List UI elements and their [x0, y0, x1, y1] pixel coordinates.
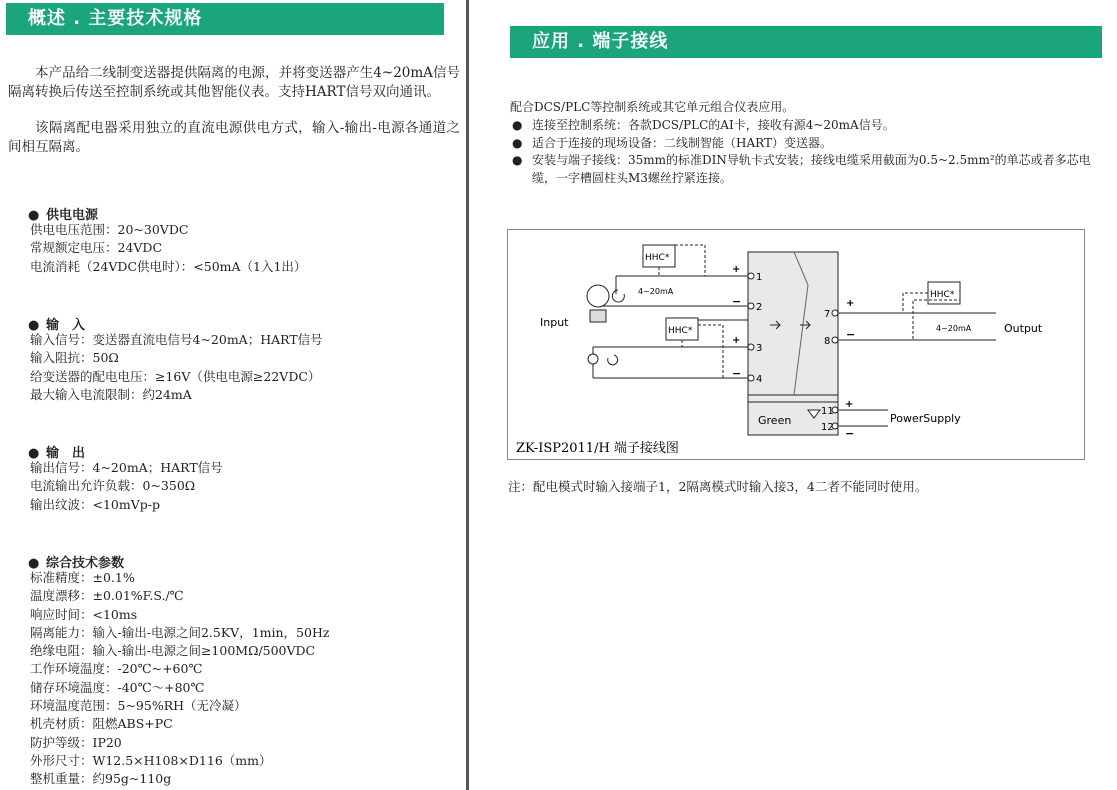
bullet-dot: ● [512, 118, 523, 132]
power-spec-list [30, 221, 306, 276]
bullet-dot: ● [28, 208, 40, 223]
field-device-icon [588, 354, 598, 364]
hhc-label-mid: HHC* [668, 326, 693, 336]
minus-sign: − [732, 367, 742, 380]
transmitter-icon [587, 285, 609, 307]
spec-item: 整机重量：约95g~110g [30, 771, 172, 787]
section-title-input: ● 输 入 [28, 318, 86, 333]
minus-sign: − [846, 328, 856, 341]
terminal-4: 4 [756, 374, 763, 385]
terminal-2: 2 [756, 302, 763, 313]
application-bullet-list [512, 117, 1102, 187]
spec-item: 输出信号：4~20mA；HART信号 [30, 460, 223, 475]
diagram-caption: ZK-ISP2011/H 端子接线图 [516, 441, 679, 456]
list-item: ● 适合于连接的现场设备：二线制智能（HART）变送器。 [512, 135, 1102, 153]
terminal-8: 8 [824, 336, 831, 347]
output-label: Output [1004, 322, 1043, 335]
bullet-dot: ● [28, 446, 40, 461]
plus-sign: + [732, 335, 741, 346]
bullet-dot: ● [28, 318, 40, 333]
spec-item: 输出纹波：<10mVp-p [30, 496, 160, 512]
spec-item: 防护等级：IP20 [30, 734, 122, 750]
application-intro: 配合DCS/PLC等控制系统或其它单元组合仪表应用。 [510, 100, 795, 114]
spec-item: 温度漂移：±0.01%F.S./℃ [30, 588, 184, 604]
section-banner-wiring: 应用 . 端子接线 [510, 26, 1102, 58]
loop-arrow-icon [612, 290, 624, 302]
spec-item: 输入信号：变送器直流电信号4~20mA；HART信号 [30, 332, 323, 347]
spec-item: 电流输出允许负载：0~350Ω [30, 478, 196, 494]
list-item: ● 安装与端子接线：35mm的标准DIN导轨卡式安装；接线电缆采用截面为0.5~2.5mm²的单芯或者多芯电缆，一字槽圆柱头M3螺丝拧紧连接。 [512, 153, 1091, 185]
input-label: Input [540, 316, 569, 329]
loop-arrow-icon [608, 355, 618, 365]
spec-item: 最大输入电流限制：约24mA [30, 386, 192, 402]
list-item: ● 连接至控制系统：各款DCS/PLC的AI卡，接收有源4~20mA信号。 [512, 117, 1102, 135]
terminal-12: 12 [821, 422, 834, 433]
plus-sign: + [845, 399, 854, 410]
terminal-11: 11 [821, 406, 834, 417]
terminal-3: 3 [756, 343, 763, 354]
general-spec-list [30, 569, 329, 789]
section-title-general: ● 综合技术参数 [28, 556, 125, 571]
section-banner-specs: 概述 . 主要技术规格 [6, 3, 444, 35]
bullet-dot: ● [512, 135, 523, 150]
wiring-note: 注：配电模式时输入接端子1，2隔离模式时输入接3，4二者不能同时使用。 [508, 479, 928, 494]
spec-item: 输入阻抗：50Ω [30, 350, 119, 366]
intro-paragraph-2: 该隔离配电器采用独立的直流电源供电方式，输入-输出-电源各通道之间相互隔离。 [8, 120, 460, 155]
plus-sign: + [846, 298, 855, 309]
output-spec-list [30, 459, 223, 514]
spec-item: 隔离能力：输入-输出-电源之间2.5KV，1min，50Hz [30, 624, 330, 640]
spec-item: 外形尺寸：W12.5×H108×D116（mm） [30, 752, 272, 768]
hhc-label-right: HHC* [930, 290, 955, 300]
minus-sign: − [732, 295, 742, 308]
spec-item: 工作环境温度：-20℃~+60℃ [30, 661, 203, 677]
spec-item: 常规额定电压：24VDC [30, 240, 163, 256]
wiring-diagram [507, 229, 1085, 460]
spec-item: 机壳材质：阻燃ABS+PC [30, 716, 173, 732]
spec-item: 环境温度范围：5~95%RH（无冷凝） [30, 698, 247, 714]
spec-item: 标准精度：±0.1% [30, 570, 135, 585]
spec-item: 供电电压范围：20~30VDC [30, 222, 189, 237]
wiring-diagram-svg [508, 230, 1083, 458]
bullet-dot: ● [28, 556, 40, 571]
spec-item: 储存环境温度：-40℃～+80℃ [30, 679, 205, 695]
terminal-7: 7 [824, 309, 831, 320]
input-spec-list [30, 331, 323, 404]
green-label: Green [758, 414, 792, 427]
plus-sign: + [732, 264, 741, 275]
terminal-1: 1 [756, 272, 763, 283]
current-in-label: 4~20mA [638, 287, 674, 296]
current-out-label: 4~20mA [936, 324, 972, 333]
spec-item: 绝缘电阻：输入-输出-电源之间≥100MΩ/500VDC [30, 643, 316, 659]
section-title-output: ● 输 出 [28, 446, 86, 461]
power-supply-label: PowerSupply [890, 412, 961, 425]
spec-item: 响应时间：<10ms [30, 606, 138, 622]
intro-paragraph-1: 本产品给二线制变送器提供隔离的电源，并将变送器产生4~20mA信号隔离转换后传送至控制系统或其他智能仪表。支持HART信号双向通讯。 [8, 65, 460, 100]
column-divider [466, 0, 469, 790]
hhc-label-top: HHC* [645, 253, 670, 263]
bullet-dot: ● [512, 153, 523, 167]
spec-item: 给变送器的配电电压：≥16V（供电电源≥22VDC） [30, 368, 321, 384]
section-title-power: ● 供电电源 [28, 208, 99, 223]
minus-sign: − [845, 427, 855, 440]
spec-item: 电流消耗（24VDC供电时）：<50mA（1入1出） [30, 258, 307, 274]
